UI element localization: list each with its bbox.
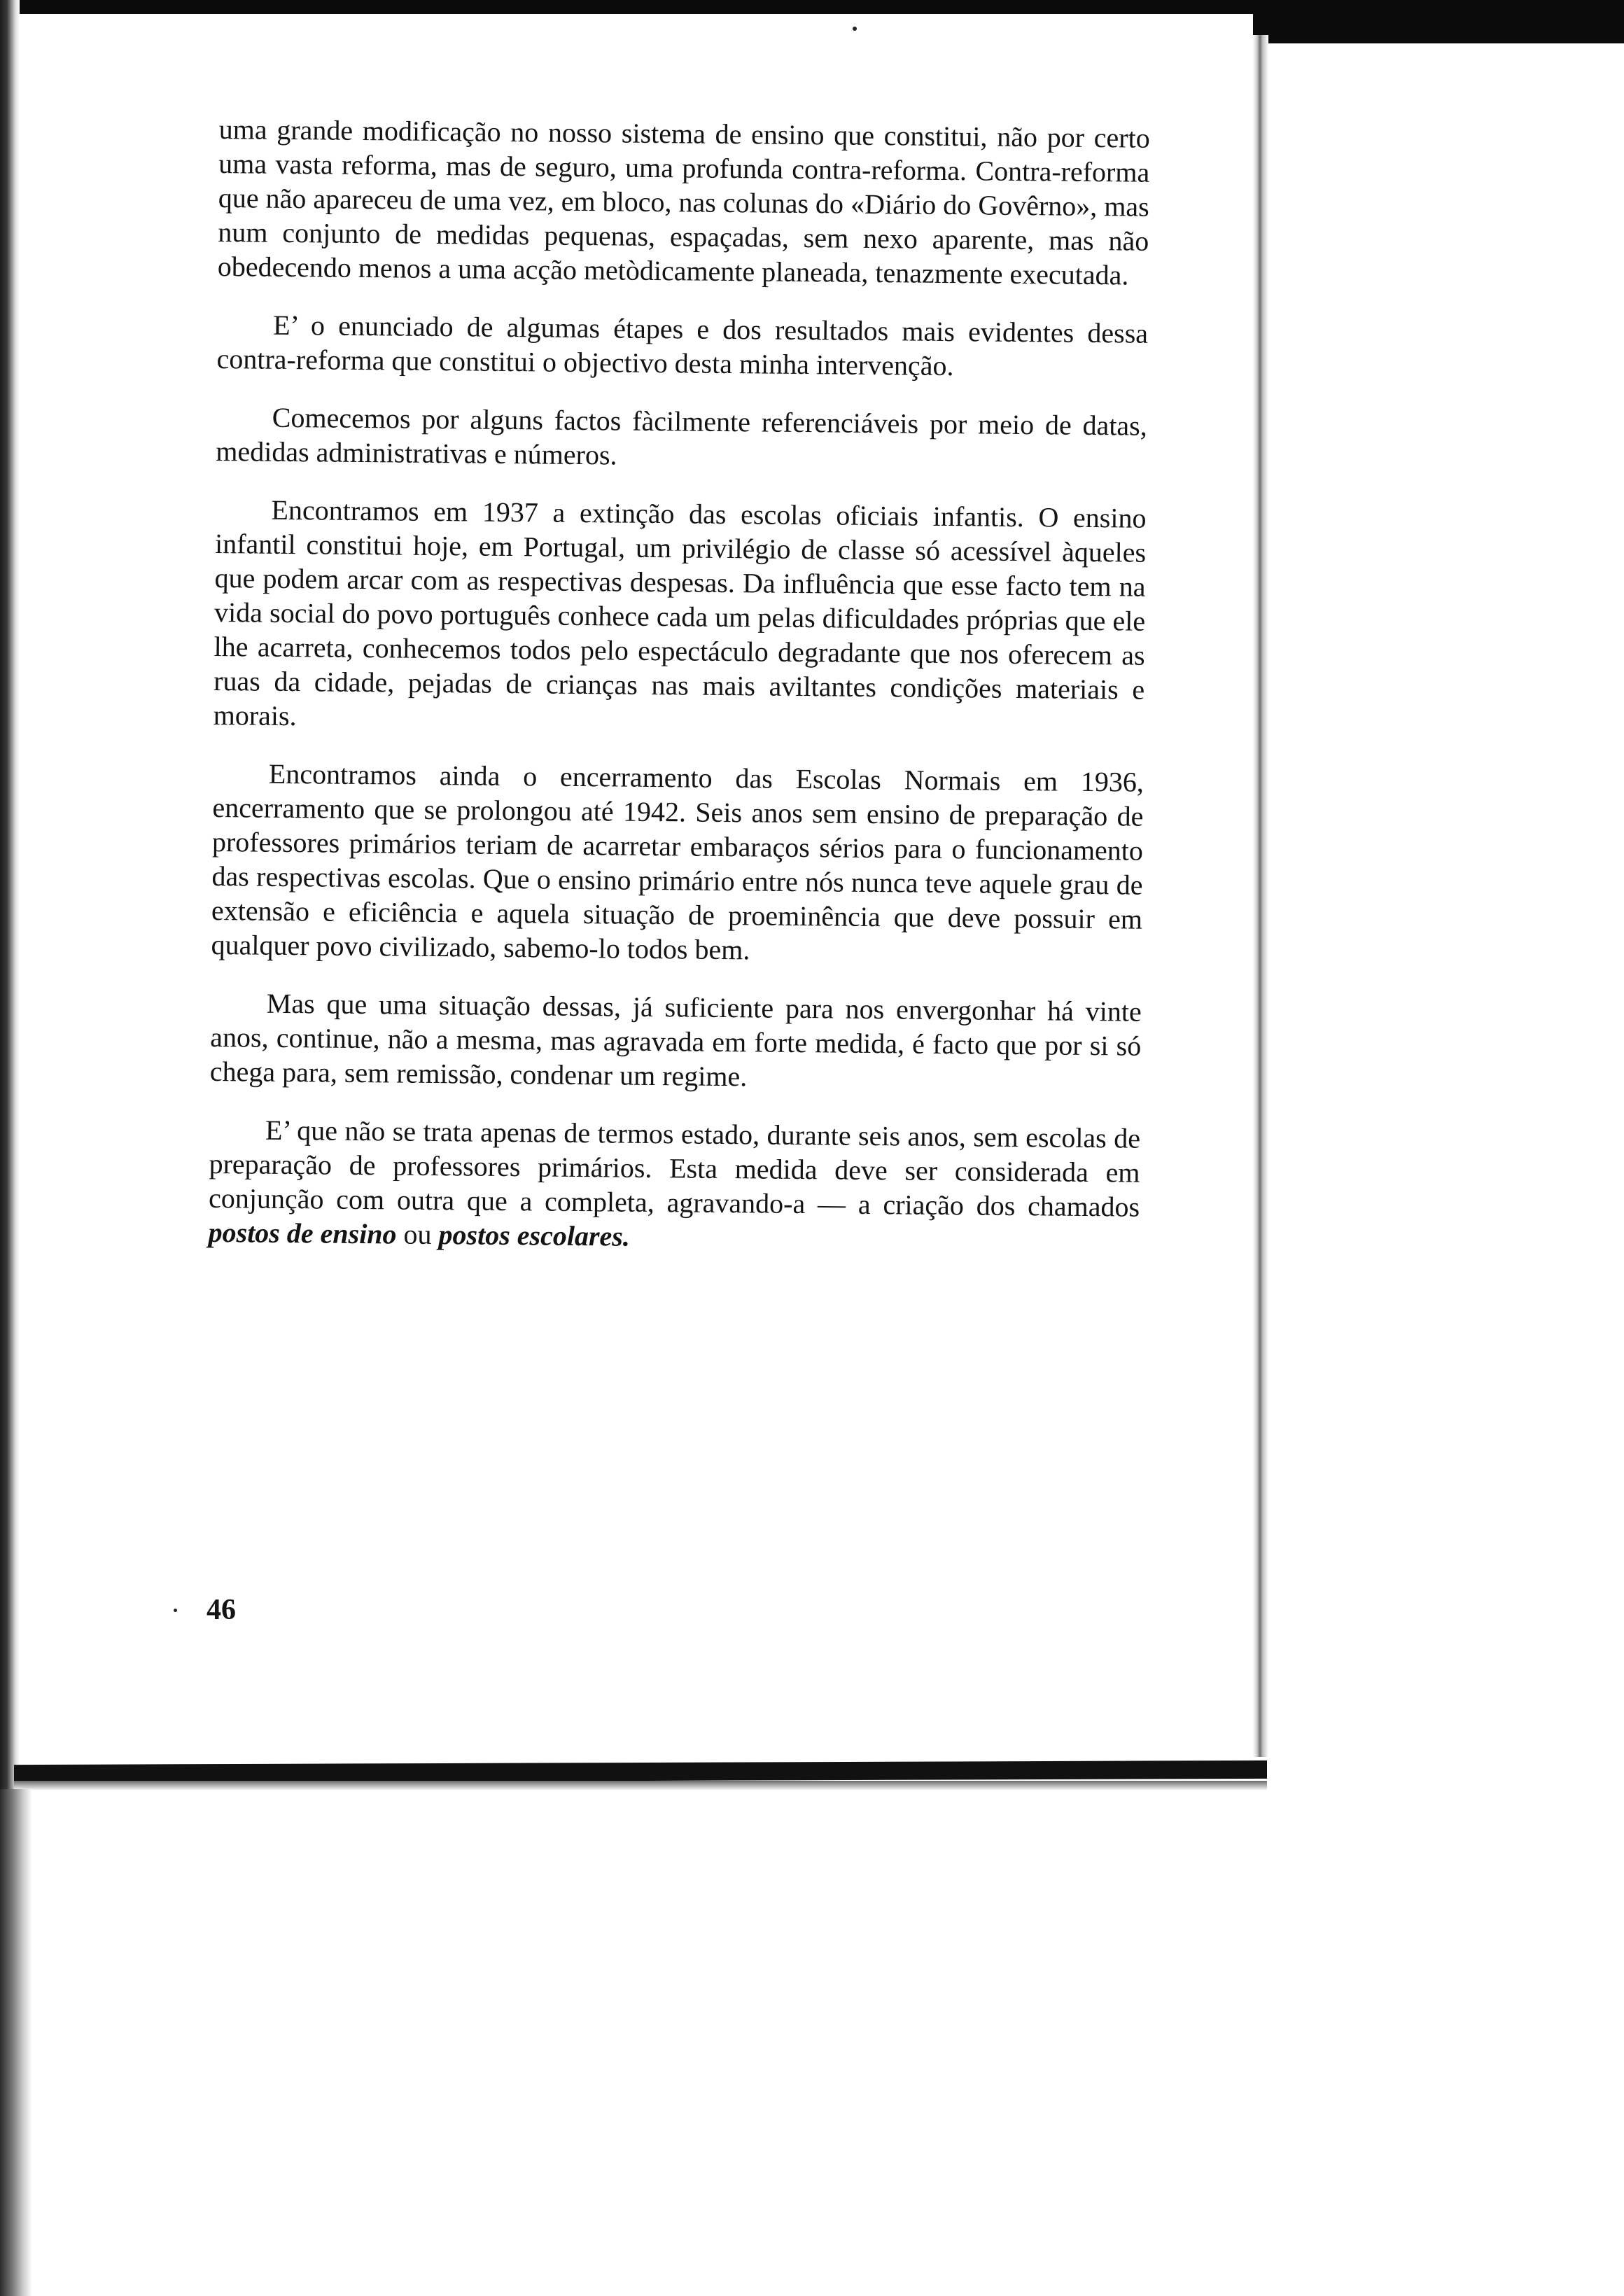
paragraph-text: uma grande modificação no nosso sistema de ensino que constitui, não por certo uma vasta reforma, mas de seguro, uma profunda contra-reforma. Contra-reforma que não apareceu de uma vez, em bloco, nas colunas do «Diário do Govêrno», mas num conjunto de medidas pequenas, espaçadas, sem nexo aparente, mas não obedecendo menos a uma acção metòdicamente planeada, tenazmente executada.: [217, 113, 1150, 291]
paragraph: [218, 112, 1150, 293]
paragraph-text: E’ o enunciado de algumas étapes e dos resultados mais evidentes dessa contra-reforma que constitui o objectivo desta minha intervenção.: [216, 309, 1149, 382]
paragraph-text: Encontramos em 1937 a extinção das escolas oficiais infantis. O ensino infantil constitui hoje, em Portugal, um privilégio de classe só acessível àqueles que podem arcar com as respectivas despesas. Da influência que esse facto tem na vida social do povo português conhece cada um pelas dificuldades próprias que ele lhe acarreta, conhecemos todos pelo espectáculo degradante que nos oferecem as ruas da cidade, pejadas de crianças nas mais aviltantes condições materiais e morais.: [213, 493, 1147, 732]
scan-speck: [853, 27, 857, 31]
page-body-text: [208, 112, 1150, 1282]
paragraph-text: Comecemos por alguns factos fàcilmente referenciáveis por meio de datas, medidas administrativas e números.: [216, 401, 1147, 471]
paragraph: [210, 986, 1142, 1098]
paragraph-text: Mas que uma situação dessas, já suficiente para nos envergonhar há vinte anos, continue, não a mesma, mas agravada em forte medida, é facto que por si só chega para, sem remissão, condenar um regime.: [209, 987, 1142, 1093]
lower-page-left-edge: [0, 1789, 32, 2296]
paragraph: [216, 307, 1148, 385]
page-left-edge: [0, 0, 20, 1792]
paragraph: [216, 400, 1147, 477]
paragraph-text: ou: [396, 1218, 439, 1251]
paragraph: [213, 492, 1146, 741]
paragraph: [211, 756, 1144, 971]
page-right-edge: [1253, 35, 1268, 1757]
paragraph: [208, 1112, 1140, 1259]
scan-speck: [174, 1609, 177, 1612]
italic-phrase: postos escolares.: [438, 1219, 631, 1252]
page-number: 46: [206, 1594, 236, 1626]
paragraph-text: E’ que não se trata apenas de termos estado, durante seis anos, sem escolas de preparação de professores primários. Esta medida deve ser considerada em conjunção com outra que a completa, agravando-a — a criação dos chamados: [208, 1114, 1141, 1223]
italic-phrase: postos de ensino: [208, 1216, 397, 1250]
page-separator-band: [14, 1760, 1267, 1783]
paragraph-text: Encontramos ainda o encerramento das Escolas Normais em 1936, encerramento que se prolongou até 1942. Seis anos sem ensino de preparação de professores primários teriam de acarretar embaraços sérios para o funcionamento das respectivas escolas. Que o ensino primário entre nós nunca teve aquele grau de extensão e eficiência e aquela situação de proeminência que deve possuir em qualquer povo civilizado, sabemo-lo todos bem.: [211, 757, 1144, 966]
scan-top-border-right: [1253, 0, 1624, 43]
page-separator-shadow: [14, 1781, 1267, 1791]
